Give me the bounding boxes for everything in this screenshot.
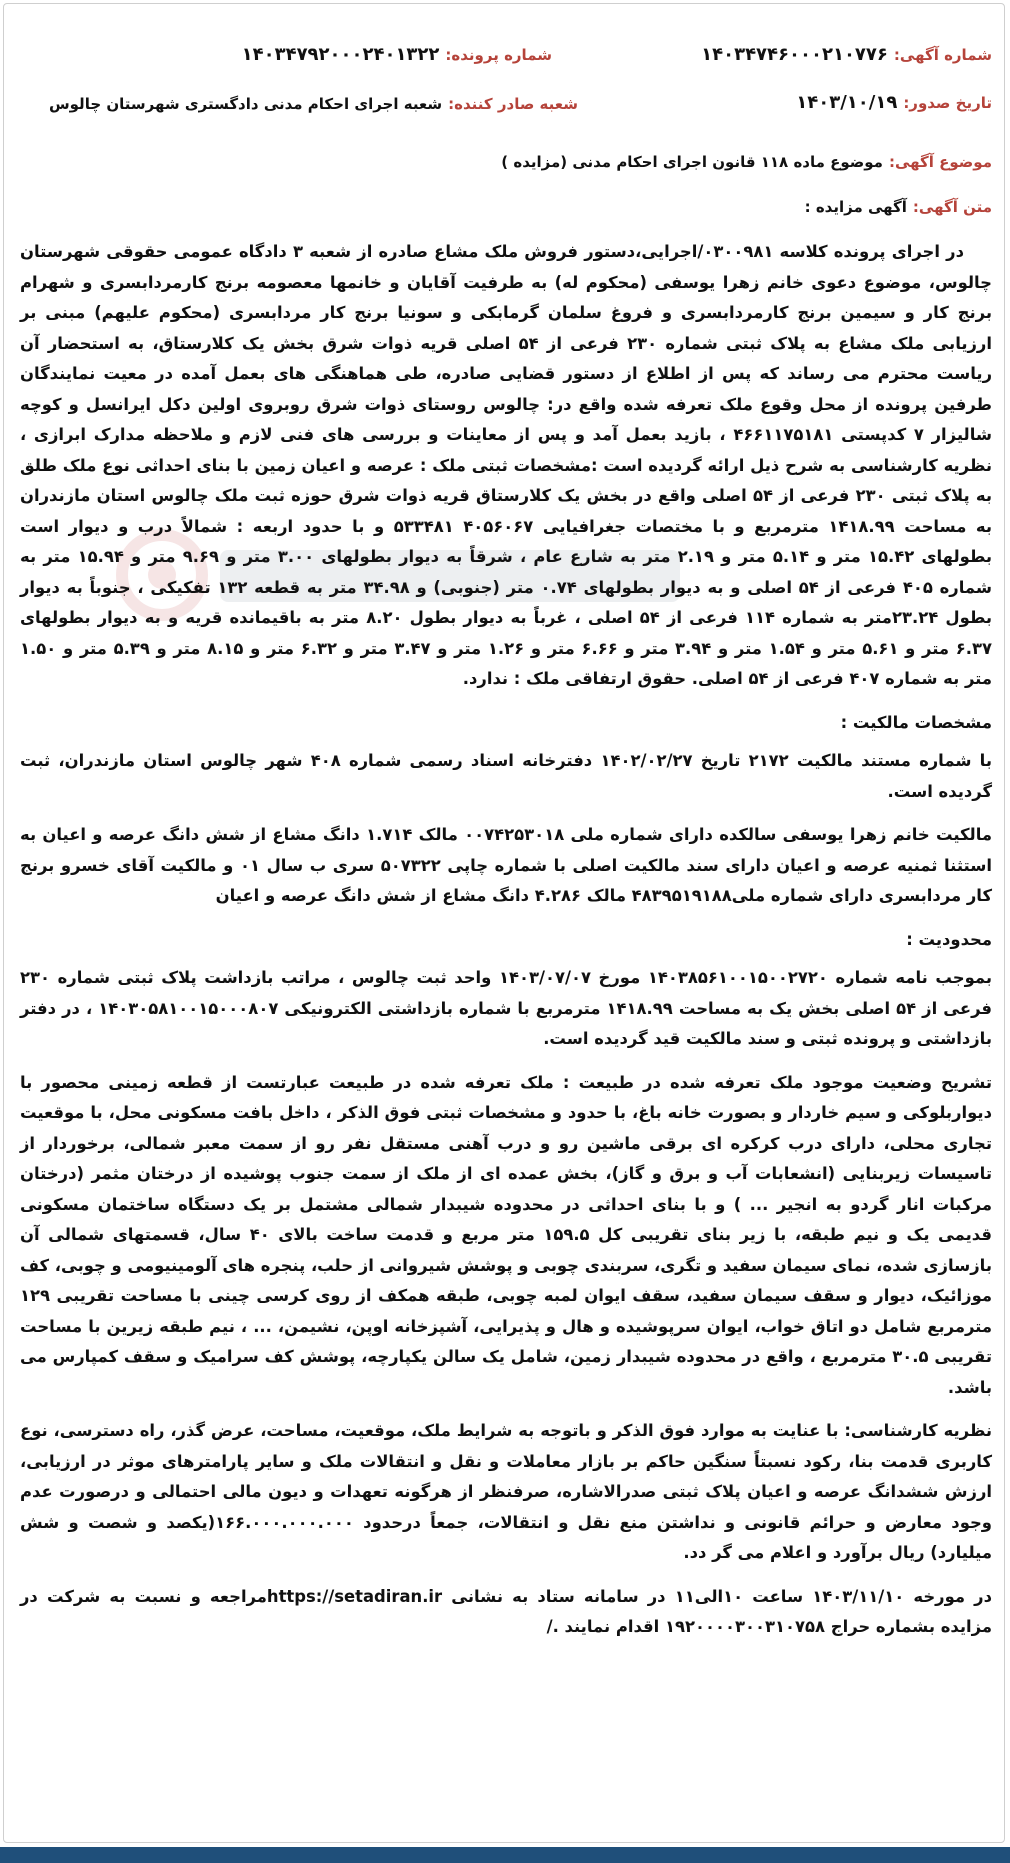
text-row: [805, 197, 992, 216]
issuing-branch-value: شعبه اجرای احکام مدنی دادگستری شهرستان چالوس: [48, 95, 443, 113]
subject-value: موضوع ماده ۱۱۸ قانون اجرای احکام مدنی (مزایده ): [501, 153, 883, 171]
paragraph-ownership-details: مالکیت خانم زهرا یوسفی سالکده دارای شماره ملی ۰۰۷۴۲۵۳۰۱۸ مالک ۱.۷۱۴ دانگ مشاع از شش دانگ عرصه و اعیان به استثنا ثمنیه عرصه و اعیان دارای سند مالکیت اصلی با شماره چاپی ۵۰۷۳۲۲ سری ب سال ۰۱ و مالکیت آقای خسرو برنج کار مردابسری دارای شماره ملی۴۸۳۹۵۱۹۱۸۸ مالک ۴.۲۸۶ دانگ مشاع از شش دانگ عرصه و اعیان: [20, 825, 992, 905]
issue-date-label: تاریخ صدور:: [903, 94, 992, 112]
issue-date-value: ۱۴۰۳/۱۰/۱۹: [796, 92, 898, 113]
ad-body: [20, 237, 992, 1656]
issuing-branch-label: شعبه صادر کننده:: [448, 95, 578, 113]
issue-date-row: [796, 92, 992, 113]
text-label: متن آگهی:: [912, 198, 992, 216]
subject-row: [501, 152, 992, 171]
ad-number-row: [701, 44, 992, 65]
case-number-row: [242, 44, 552, 65]
subject-label: موضوع آگهی:: [888, 153, 992, 171]
paragraph-auction-instructions: در مورخه ۱۴۰۳/۱۱/۱۰ ساعت ۱۰الی۱۱ در سامانه ستاد به نشانی https://setadiran.irمراجعه و نسبت به شرکت در مزایده بشماره حراج ۱۹۲۰۰۰۰۳۰۰۳۱۰۷۵۸ اقدام نمایند ./: [20, 1586, 993, 1636]
paragraph-ownership-document: با شماره مستند مالکیت ۲۱۷۲ تاریخ ۱۴۰۲/۰۲/۲۷ دفترخانه اسناد رسمی شماره ۴۰۸ شهر چالوس استان مازندران، ثبت گردیده است.: [20, 751, 992, 801]
paragraph-execution-order: در اجرای پرونده کلاسه ۰۳۰۰۹۸۱/اجرایی،دستور فروش ملک مشاع صادره از شعبه ۳ دادگاه عمومی حقوقی شهرستان چالوس، موضوع دعوی خانم زهرا یوسفی (محکوم له) به طرفیت آقایان و خانمها معصومه برنج کارمردابسری و شهرام برنج کار و سیمین برنج کارمردابسری و فروغ سلمان گرمابکی و سونیا برنج کار مردابسری (محکوم علیهم) مبنی بر ارزیابی ملک مشاع به پلاک ثبتی شماره ۲۳۰ فرعی از ۵۴ اصلی قریه ذوات شرق بخش یک کلارستاق، به استحضار آن ریاست محترم می رساند که پس از اطلاع از دستور قضایی صادره، طی هماهنگی های بعمل آمده در معیت نمایندگان طرفین پرونده از محل وقوع ملک تعرفه شده واقع در: چالوس روستای ذوات شرق روبروی اولین دکل ایرانسل و کوچه شالیزار ۷ کدپستی ۴۶۶۱۱۷۵۱۸۱ ، بازید بعمل آمد و پس از معاینات و بررسی های فنی لازم و ملاحظه مدارک ابرازی ، نظریه کارشناسی به شرح ذیل ارائه گردیده است :مشخصات ثبتی ملک : عرصه و اعیان زمین با بنای احداثی نوع ملک طلق به پلاک ثبتی ۲۳۰ فرعی از ۵۴ اصلی واقع در بخش یک کلارستاق قریه ذوات شرق حوزه ثبت ملک چالوس استان مازندران به مساحت ۱۴۱۸.۹۹ مترمربع و با مختصات جغرافیایی ۴۰۵۶۰۶۷ ۵۳۳۴۸۱ و با حدود اربعه : شمالاً درب و دیوار است بطولهای ۱۵.۴۲ متر و ۵.۱۴ متر و ۲.۱۹ متر به شارع عام ، شرقاً به دیوار بطولهای ۳.۰۰ متر و ۹.۶۹ متر و ۱۵.۹۴ متر به شماره ۴۰۵ فرعی از ۵۴ اصلی و به دیوار بطولهای ۰.۷۴ متر (جنوبی) و ۳۴.۹۸ متر به قطعه ۱۳۲ تفکیکی ، جنوباً به دیوار بطول ۲۳.۲۴متر به شماره ۱۱۴ فرعی از ۵۴ اصلی ، غرباً به دیوار بطول ۸.۲۰ متر به باقیمانده قریه و به دیوار بطولهای ۶.۳۷ متر و ۵.۶۱ متر و ۱.۵۴ متر و ۳.۹۴ متر و ۶.۶۶ متر و ۱.۲۶ متر و ۳.۴۷ متر و ۶.۳۲ متر و ۸.۱۵ متر و ۵.۳۹ متر و ۱.۵۰ متر به شماره ۴۰۷ فرعی از ۵۴ اصلی. حقوق ارتفاقی ملک : ندارد.: [20, 242, 993, 688]
text-value: آگهی مزایده :: [804, 198, 907, 216]
paragraph-restriction: بموجب نامه شماره ۱۴۰۳۸۵۶۱۰۰۱۵۰۰۲۷۲۰ مورخ ۱۴۰۳/۰۷/۰۷ واحد ثبت چالوس ، مراتب بازداشت پلاک ثبتی شماره ۲۳۰ فرعی از ۵۴ اصلی بخش یک به مساحت ۱۴۱۸.۹۹ مترمربع با شماره بازداشتی الکترونیکی ۱۴۰۳۰۵۸۱۰۰۱۵۰۰۰۸۰۷ ، در دفتر بازداشتی و پرونده ثبتی و سند مالکیت قید گردیده است.: [20, 968, 992, 1048]
paragraph-property-description: تشریح وضعیت موجود ملک تعرفه شده در طبیعت : ملک تعرفه شده در طبیعت عبارتست از قطعه زمینی محصور با دیواربلوکی و سیم خاردار و بصورت خانه باغ، با حدود و مشخصات ثبتی فوق الذکر ، داخل بافت مسکونی محل، با موقعیت تجاری محلی، دارای درب کرکره ای برقی ماشین رو و درب آهنی مستقل نفر رو از سمت معبر شمالی، برخوردار از تاسیسات زیربنایی (انشعابات آب و برق و گاز)، بخش عمده ای از ملک از سمت جنوب پوشیده از درختان مثمر (درختان مرکبات انار گردو به انجیر ... ) و با بنای احداثی در محدوده شیبدار شمالی مشتمل بر یک دستگاه ساختمان مسکونی قدیمی یک و نیم طبقه، با زیر بنای تقریبی کل ۱۵۹.۵ متر مربع و قدمت ساخت بالای ۴۰ سال، قسمتهای شمالی آن بازسازی شده، نمای سیمان سفید و تگری، سربندی چوبی و پوشش شیروانی از حلب، پنجره های آلومینیومی و چوبی، کف موزائیک، دیوار و سقف سیمان سفید، سقف ایوان لمبه چوبی، طبقه همکف از روی کرسی چینی با مساحت تقریبی ۱۲۹ مترمربع شامل دو اتاق خواب، ایوان سرپوشیده و هال و پذیرایی، آشپزخانه اوپن، نشیمن، ... ، نیم طبقه زیرین با مساحت تقریبی ۳۰.۵ مترمربع ، واقع در محدوده شیبدار زمین، شامل یک سالن یکپارچه، پوشش کف سرامیک و سقف کمپارس می باشد.: [20, 1072, 992, 1397]
ad-number-label: شماره آگهی:: [893, 46, 992, 64]
paragraph-expert-opinion: نظریه کارشناسی: با عنایت به موارد فوق الذکر و باتوجه به شرایط ملک، موقعیت، مساحت، عرض گذر، راه دسترسی، نوع کاربری قدمت بنا، رکود نسبتاً سنگین حاکم بر بازار معاملات و نقل و انتقالات ملک و سایر پارامترهای موثر در ارزیابی، ارزش ششدانگ عرصه و اعیان پلاک ثبتی صدرالاشاره، صرفنظر از هرگونه تعهدات و دیون مالی احتمالی و درصورت عدم وجود معارض و حرائم قانونی و نداشتن منع نقل و انتقالات، جمعاً درحدود ۱۶۶.۰۰۰.۰۰۰.۰۰۰(یکصد و شصت و شش میلیارد) ریال برآورد و اعلام می گر دد.: [20, 1421, 992, 1562]
ad-number-value: ۱۴۰۳۴۷۴۶۰۰۰۲۱۰۷۷۶: [701, 44, 888, 65]
restriction-heading: محدودیت :: [906, 929, 992, 949]
issuing-branch-row: [49, 94, 578, 113]
case-number-label: شماره پرونده:: [445, 46, 552, 64]
bottom-bar: [0, 1847, 1010, 1863]
ownership-heading: مشخصات مالکیت :: [840, 712, 992, 732]
case-number-value: ۱۴۰۳۴۷۹۲۰۰۰۲۴۰۱۳۲۲: [241, 44, 440, 65]
